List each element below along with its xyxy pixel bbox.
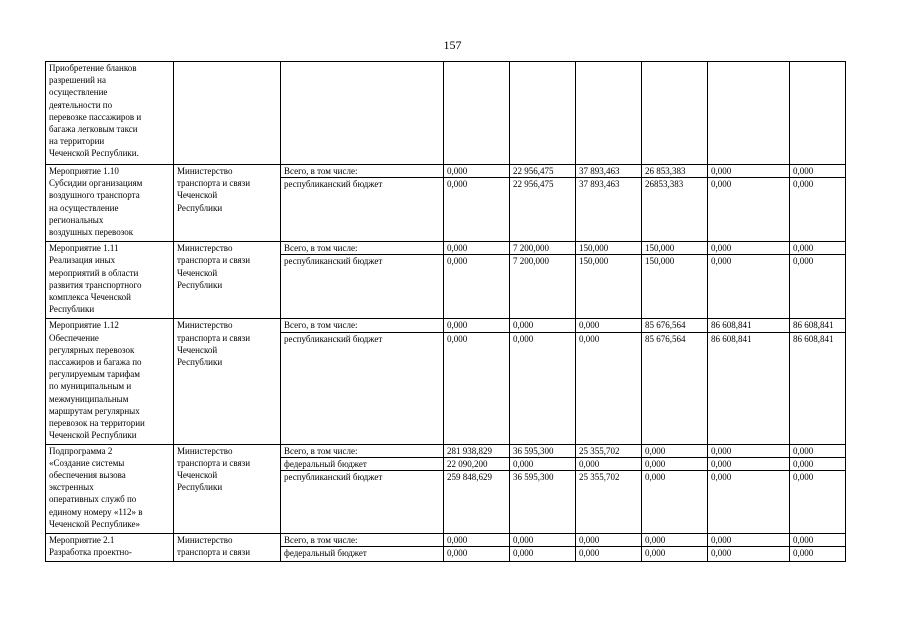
value-cell: 0,000 (708, 255, 790, 319)
value-cell: 0,000 (510, 332, 576, 444)
funding-source-cell: республиканский бюджет (281, 255, 444, 319)
value-cell: 86 608,841 (790, 319, 846, 332)
page-number: 157 (443, 38, 462, 52)
value-cell: 85 676,564 (642, 319, 708, 332)
value-cell: 37 893,463 (576, 165, 642, 178)
value-cell: 0,000 (642, 444, 708, 457)
value-cell: 0,000 (708, 534, 790, 547)
value-cell: 0,000 (576, 457, 642, 470)
value-cell: 0,000 (576, 319, 642, 332)
value-cell: 0,000 (790, 547, 846, 562)
value-cell: 26 853,383 (642, 165, 708, 178)
value-cell (642, 62, 708, 165)
measure-cell: Мероприятие 1.10 Субсидии организациям воздушного транспорта на осуществление региональных воздушных перевозок (46, 165, 174, 242)
value-cell: 0,000 (790, 444, 846, 457)
value-cell: 0,000 (708, 457, 790, 470)
value-cell: 7 200,000 (510, 255, 576, 319)
value-cell: 150,000 (576, 255, 642, 319)
value-cell: 0,000 (510, 319, 576, 332)
value-cell: 0,000 (510, 534, 576, 547)
value-cell: 0,000 (642, 471, 708, 534)
table-row (46, 534, 846, 547)
executor-cell: Министерство транспорта и связи Чеченской Республики (174, 319, 281, 444)
value-cell (576, 62, 642, 165)
measure-cell: Мероприятие 2.1 Разработка проектно- (46, 534, 174, 562)
value-cell: 0,000 (642, 534, 708, 547)
value-cell: 0,000 (790, 534, 846, 547)
funding-source-cell (281, 62, 444, 165)
value-cell: 0,000 (444, 319, 510, 332)
value-cell: 22 956,475 (510, 178, 576, 242)
value-cell: 0,000 (444, 178, 510, 242)
value-cell: 7 200,000 (510, 242, 576, 255)
value-cell (790, 62, 846, 165)
value-cell: 85 676,564 (642, 332, 708, 444)
value-cell: 36 595,300 (510, 471, 576, 534)
value-cell: 0,000 (642, 547, 708, 562)
value-cell: 0,000 (444, 332, 510, 444)
funding-source-cell: Всего, в том числе: (281, 319, 444, 332)
value-cell: 0,000 (576, 547, 642, 562)
funding-source-cell: республиканский бюджет (281, 332, 444, 444)
value-cell: 0,000 (708, 471, 790, 534)
funding-source-cell: Всего, в том числе: (281, 242, 444, 255)
value-cell: 86 608,841 (790, 332, 846, 444)
value-cell: 150,000 (576, 242, 642, 255)
value-cell (444, 62, 510, 165)
value-cell: 150,000 (642, 255, 708, 319)
value-cell: 281 938,829 (444, 444, 510, 457)
funding-source-cell: Всего, в том числе: (281, 165, 444, 178)
value-cell: 0,000 (790, 255, 846, 319)
value-cell: 150,000 (642, 242, 708, 255)
value-cell: 0,000 (444, 255, 510, 319)
executor-cell: Министерство транспорта и связи Чеченской Республики (174, 242, 281, 319)
value-cell: 0,000 (576, 332, 642, 444)
table-row (46, 319, 846, 332)
value-cell: 0,000 (708, 242, 790, 255)
funding-source-cell: федеральный бюджет (281, 547, 444, 562)
value-cell: 36 595,300 (510, 444, 576, 457)
value-cell: 0,000 (576, 534, 642, 547)
table-row (46, 242, 846, 255)
funding-source-cell: Всего, в том числе: (281, 534, 444, 547)
value-cell: 0,000 (444, 242, 510, 255)
value-cell: 0,000 (708, 178, 790, 242)
table-row (46, 165, 846, 178)
value-cell: 22 090,200 (444, 457, 510, 470)
value-cell: 0,000 (510, 457, 576, 470)
value-cell (510, 62, 576, 165)
value-cell: 0,000 (444, 547, 510, 562)
value-cell: 259 848,629 (444, 471, 510, 534)
funding-source-cell: федеральный бюджет (281, 457, 444, 470)
funding-source-cell: республиканский бюджет (281, 178, 444, 242)
executor-cell: Министерство транспорта и связи (174, 534, 281, 562)
executor-cell: Министерство транспорта и связи Чеченской Республики (174, 444, 281, 533)
value-cell: 25 355,702 (576, 471, 642, 534)
value-cell: 0,000 (790, 457, 846, 470)
value-cell: 86 608,841 (708, 319, 790, 332)
value-cell: 0,000 (790, 178, 846, 242)
value-cell: 0,000 (708, 165, 790, 178)
measure-cell: Подпрограмма 2 «Создание системы обеспечения вызова экстренных оперативных служб по единому номеру «112» в Чеченской Республике» (46, 444, 174, 533)
executor-cell: Министерство транспорта и связи Чеченской Республики (174, 165, 281, 242)
value-cell: 37 893,463 (576, 178, 642, 242)
funding-source-cell: Всего, в том числе: (281, 444, 444, 457)
measure-cell: Мероприятие 1.12 Обеспечение регулярных перевозок пассажиров и багажа по регулируемым тарифам по муниципальным и межмуниципальным маршрутам регулярных перевозок на территории Чеченской Республики (46, 319, 174, 444)
value-cell: 0,000 (444, 165, 510, 178)
measure-cell: Мероприятие 1.11 Реализация иных мероприятий в области развития транспортного комплекса Чеченской Республики (46, 242, 174, 319)
value-cell: 0,000 (708, 444, 790, 457)
table-row (46, 444, 846, 457)
value-cell: 86 608,841 (708, 332, 790, 444)
value-cell: 22 956,475 (510, 165, 576, 178)
budget-table (45, 61, 846, 562)
value-cell: 0,000 (790, 242, 846, 255)
funding-source-cell: республиканский бюджет (281, 471, 444, 534)
executor-cell (174, 62, 281, 165)
value-cell: 26853,383 (642, 178, 708, 242)
value-cell (708, 62, 790, 165)
value-cell: 0,000 (510, 547, 576, 562)
value-cell: 0,000 (790, 471, 846, 534)
value-cell: 0,000 (444, 534, 510, 547)
value-cell: 0,000 (708, 547, 790, 562)
value-cell: 0,000 (642, 457, 708, 470)
value-cell: 25 355,702 (576, 444, 642, 457)
measure-cell: Приобретение бланков разрешений на осуществление деятельности по перевозке пассажиров и багажа легковым такси на территории Чеченской Республики. (46, 62, 174, 165)
continuation-row (46, 62, 846, 165)
value-cell: 0,000 (790, 165, 846, 178)
